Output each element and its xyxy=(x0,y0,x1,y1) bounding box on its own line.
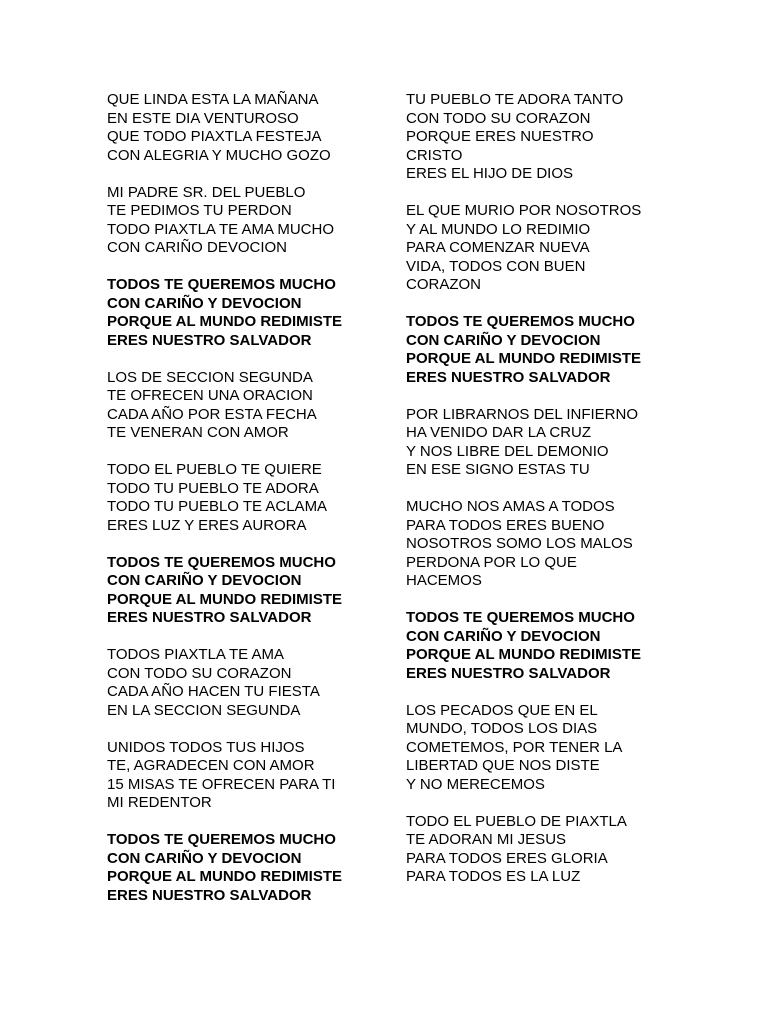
lyric-line: NOSOTROS SOMO LOS MALOS xyxy=(406,535,633,552)
lyric-line: CADA AÑO HACEN TU FIESTA xyxy=(107,683,320,700)
lyric-line: EL QUE MURIO POR NOSOTROS xyxy=(406,202,642,219)
lyric-line: CON ALEGRIA Y MUCHO GOZO xyxy=(107,146,331,164)
lyric-line: EN LA SECCION SEGUNDA xyxy=(107,701,301,719)
lyric-line: TODO TU PUEBLO TE ADORA xyxy=(107,479,319,497)
lyric-line: CON TODO SU CORAZON xyxy=(406,109,591,127)
lyric-line: TODO TU PUEBLO TE ACLAMA xyxy=(107,498,328,515)
lyric-line: PARA TODOS ERES GLORIA xyxy=(406,849,608,867)
lyric-line: ERES NUESTRO SALVADOR xyxy=(107,331,312,349)
lyric-line: PARA TODOS ERES BUENO xyxy=(406,516,605,534)
lyric-line: MUCHO NOS AMAS A TODOS xyxy=(406,498,615,515)
lyric-line: UNIDOS TODOS TUS HIJOS xyxy=(107,738,305,756)
lyric-line: LOS PECADOS QUE EN EL xyxy=(406,701,598,719)
lyric-line: PERDONA POR LO QUE xyxy=(406,553,577,571)
lyric-line: PORQUE AL MUNDO REDIMISTE xyxy=(107,590,343,608)
lyric-line: MI REDENTOR xyxy=(107,794,212,811)
chorus-stanza xyxy=(406,609,706,683)
lyric-line: EN ESTE DIA VENTUROSO xyxy=(107,109,299,127)
lyric-line: QUE TODO PIAXTLA FESTEJA xyxy=(107,128,322,145)
lyric-line: POR LIBRARNOS DEL INFIERNO xyxy=(406,405,638,423)
verse-stanza xyxy=(406,406,706,480)
chorus-stanza xyxy=(406,313,706,387)
lyric-line: ERES NUESTRO SALVADOR xyxy=(406,664,611,682)
lyric-line: Y NO MERECEMOS xyxy=(406,775,545,793)
lyric-line: TE OFRECEN UNA ORACION xyxy=(107,387,313,404)
verse-stanza xyxy=(107,369,407,443)
lyric-line: LOS DE SECCION SEGUNDA xyxy=(107,368,313,386)
lyric-line: TODO EL PUEBLO TE QUIERE xyxy=(107,461,322,478)
lyric-line: PORQUE AL MUNDO REDIMISTE xyxy=(107,868,343,885)
lyric-line: TODOS TE QUEREMOS MUCHO xyxy=(107,831,336,848)
lyric-line: ERES NUESTRO SALVADOR xyxy=(107,609,312,626)
lyric-line: CON CARIÑO DEVOCION xyxy=(107,239,288,256)
lyric-line: COMETEMOS, POR TENER LA xyxy=(406,738,623,756)
lyric-line: TU PUEBLO TE ADORA TANTO xyxy=(406,91,624,108)
chorus-stanza xyxy=(107,276,407,350)
lyric-line: TE PEDIMOS TU PERDON xyxy=(107,202,292,219)
verse-stanza xyxy=(406,202,706,295)
lyric-line: TODOS PIAXTLA TE AMA xyxy=(107,646,285,663)
lyric-line: TODO EL PUEBLO DE PIAXTLA xyxy=(406,812,627,830)
lyric-line: TODO PIAXTLA TE AMA MUCHO xyxy=(107,220,334,238)
lyric-line: ERES NUESTRO SALVADOR xyxy=(406,368,611,386)
lyric-line: TODOS TE QUEREMOS MUCHO xyxy=(107,276,336,293)
lyric-line: CADA AÑO POR ESTA FECHA xyxy=(107,405,317,423)
lyric-line: LIBERTAD QUE NOS DISTE xyxy=(406,757,600,774)
lyric-line: HACEMOS xyxy=(406,572,482,589)
lyric-line: MI PADRE SR. DEL PUEBLO xyxy=(107,183,306,201)
lyric-line: CON CARIÑO Y DEVOCION xyxy=(406,331,601,349)
lyric-line: PORQUE AL MUNDO REDIMISTE xyxy=(406,646,642,663)
lyric-line: CON CARIÑO Y DEVOCION xyxy=(107,572,302,589)
lyric-line: TODOS TE QUEREMOS MUCHO xyxy=(107,553,336,571)
verse-stanza xyxy=(107,461,407,535)
lyric-line: TODOS TE QUEREMOS MUCHO xyxy=(406,313,635,330)
lyric-line: PARA TODOS ES LA LUZ xyxy=(406,868,581,885)
lyric-line: PARA COMENZAR NUEVA xyxy=(406,239,590,256)
verse-stanza xyxy=(406,813,706,887)
lyric-line: TE, AGRADECEN CON AMOR xyxy=(107,757,315,774)
lyric-line: ERES LUZ Y ERES AURORA xyxy=(107,516,307,534)
lyric-line: PORQUE AL MUNDO REDIMISTE xyxy=(107,313,343,330)
lyric-line: EN ESE SIGNO ESTAS TU xyxy=(406,461,590,478)
lyric-line: CON CARIÑO Y DEVOCION xyxy=(107,294,302,312)
lyric-line: Y NOS LIBRE DEL DEMONIO xyxy=(406,442,609,460)
verse-stanza xyxy=(107,646,407,720)
lyric-line: TODOS TE QUEREMOS MUCHO xyxy=(406,609,635,626)
lyric-line: 15 MISAS TE OFRECEN PARA TI xyxy=(107,775,336,793)
lyric-line: VIDA, TODOS CON BUEN xyxy=(406,257,586,275)
lyric-line: TE VENERAN CON AMOR xyxy=(107,424,289,441)
verse-stanza xyxy=(107,91,407,165)
lyric-line: ERES EL HIJO DE DIOS xyxy=(406,165,573,182)
lyric-line: CON CARIÑO Y DEVOCION xyxy=(107,849,302,867)
lyric-line: CRISTO xyxy=(406,146,463,164)
verse-stanza xyxy=(107,184,407,258)
lyric-line: CON CARIÑO Y DEVOCION xyxy=(406,627,601,645)
chorus-stanza xyxy=(107,554,407,628)
lyric-line: CON TODO SU CORAZON xyxy=(107,664,292,682)
lyric-line: TE ADORAN MI JESUS xyxy=(406,831,567,848)
lyric-line: MUNDO, TODOS LOS DIAS xyxy=(406,720,598,737)
lyric-line: QUE LINDA ESTA LA MAÑANA xyxy=(107,91,319,108)
lyric-line: PORQUE ERES NUESTRO xyxy=(406,128,594,145)
verse-stanza xyxy=(406,498,706,591)
chorus-stanza xyxy=(107,831,407,905)
lyric-line: ERES NUESTRO SALVADOR xyxy=(107,886,312,904)
left-column xyxy=(107,91,407,924)
verse-stanza xyxy=(406,702,706,795)
right-column xyxy=(406,91,706,905)
verse-stanza xyxy=(406,91,706,184)
lyric-line: Y AL MUNDO LO REDIMIO xyxy=(406,220,591,238)
verse-stanza xyxy=(107,739,407,813)
lyric-line: CORAZON xyxy=(406,276,481,293)
lyric-line: HA VENIDO DAR LA CRUZ xyxy=(406,424,592,441)
lyric-line: PORQUE AL MUNDO REDIMISTE xyxy=(406,350,642,367)
